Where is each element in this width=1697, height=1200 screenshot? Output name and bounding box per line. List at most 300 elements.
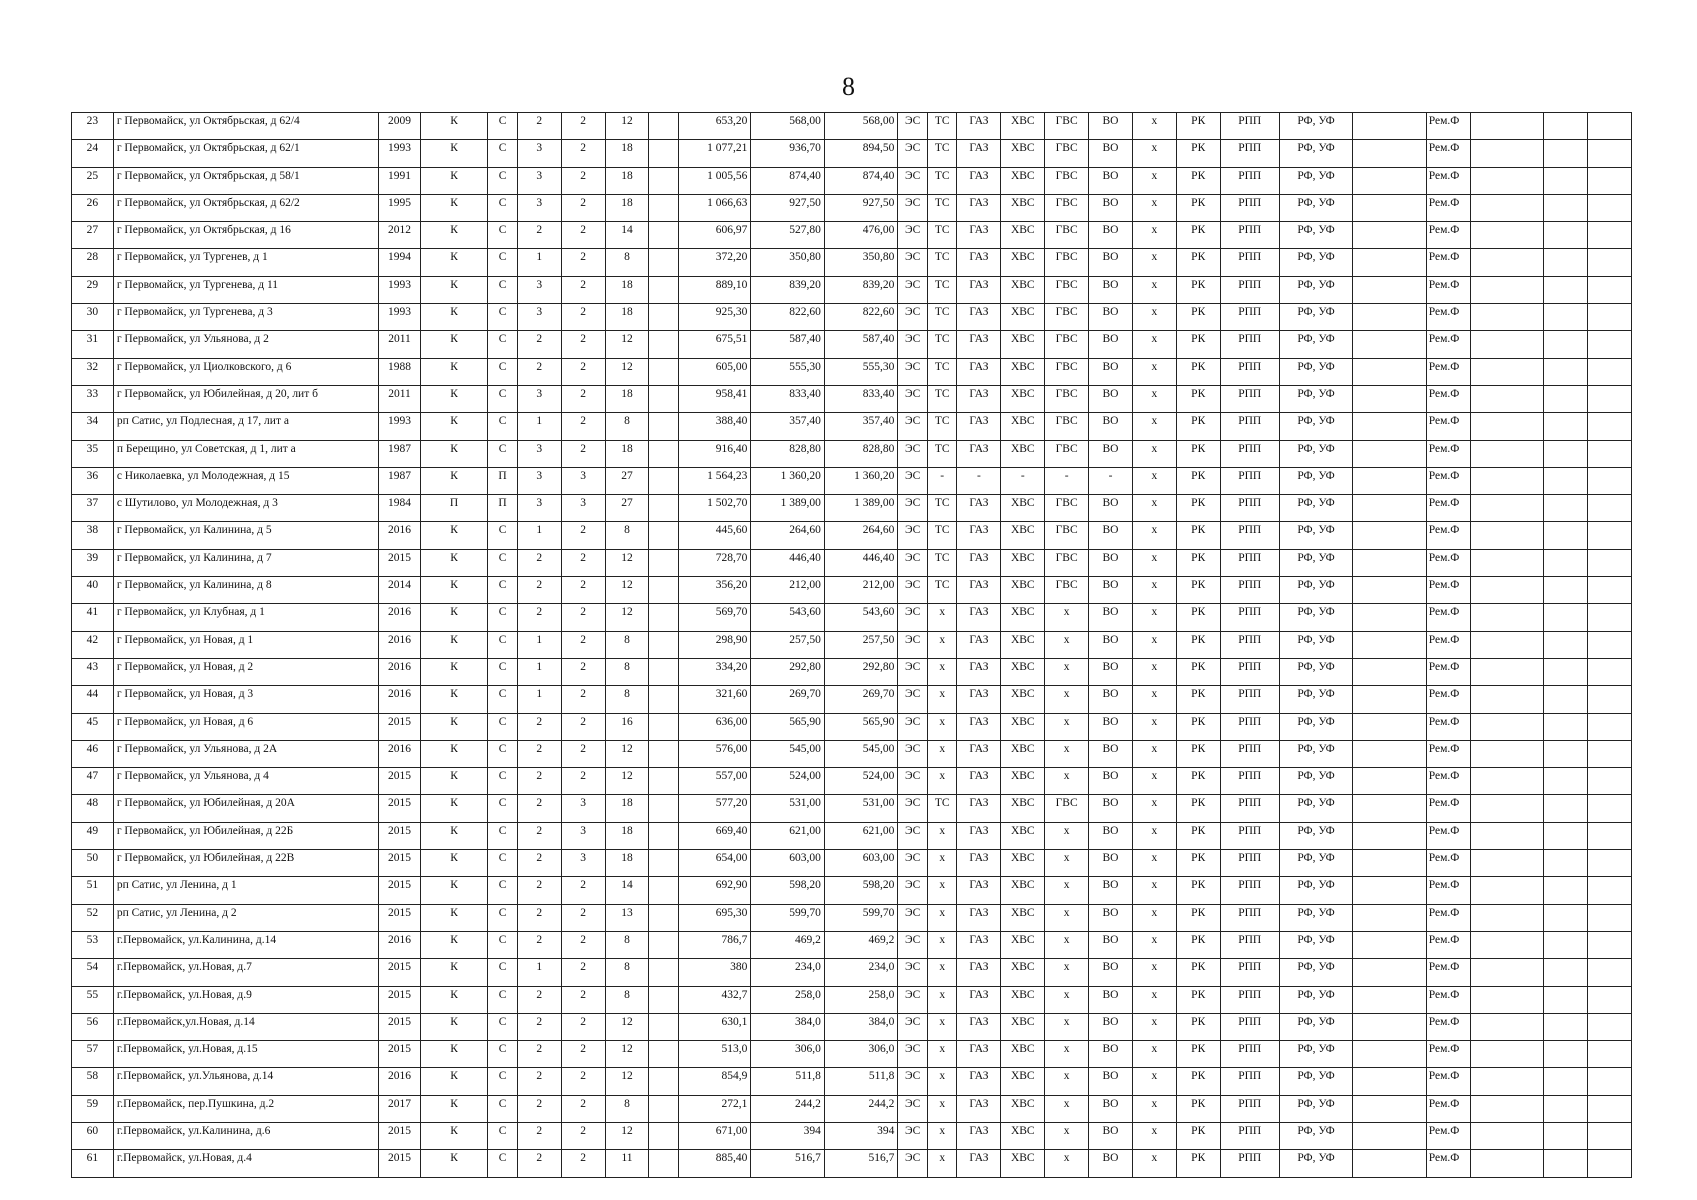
- table-cell: 8: [605, 931, 649, 958]
- table-cell: [1470, 577, 1543, 604]
- table-cell: 2: [517, 1068, 561, 1095]
- table-cell: г Первомайск, ул Новая, д 3: [113, 686, 378, 713]
- table-cell: 2: [561, 986, 605, 1013]
- table-cell: [1470, 822, 1543, 849]
- table-cell: [1470, 713, 1543, 740]
- table-cell: 384,0: [751, 1013, 824, 1040]
- table-cell: г Первомайск, ул Юбилейная, д 20А: [113, 795, 378, 822]
- table-cell: ХВС: [1001, 1150, 1045, 1177]
- table-cell: 2015: [379, 822, 421, 849]
- table-cell: [1587, 467, 1631, 494]
- table-cell: [649, 740, 679, 767]
- table-cell: ЭС: [898, 522, 928, 549]
- table-cell: РПП: [1220, 850, 1279, 877]
- table-cell: 1 502,70: [678, 495, 750, 522]
- table-cell: х: [1132, 959, 1176, 986]
- table-cell: 1 066,63: [678, 194, 750, 221]
- table-cell: С: [488, 167, 518, 194]
- table-cell: х: [1132, 768, 1176, 795]
- table-cell: [1587, 713, 1631, 740]
- table-cell: рп Сатис, ул Ленина, д 2: [113, 904, 378, 931]
- table-cell: ХВС: [1001, 577, 1045, 604]
- table-cell: 2: [561, 768, 605, 795]
- table-cell: ВО: [1089, 658, 1133, 685]
- table-cell: К: [420, 467, 487, 494]
- table-cell: Рем.Ф: [1426, 113, 1470, 140]
- table-cell: [1544, 904, 1588, 931]
- table-cell: 2: [561, 1095, 605, 1122]
- table-cell: ВО: [1089, 795, 1133, 822]
- table-cell: [649, 1122, 679, 1149]
- table-cell: [1587, 1013, 1631, 1040]
- table-cell: ЭС: [898, 631, 928, 658]
- table-cell: С: [488, 522, 518, 549]
- table-cell: С: [488, 1150, 518, 1177]
- table-cell: 2: [561, 1068, 605, 1095]
- table-cell: ХВС: [1001, 822, 1045, 849]
- table-cell: [1587, 631, 1631, 658]
- table-cell: С: [488, 1122, 518, 1149]
- table-cell: ВО: [1089, 113, 1133, 140]
- table-cell: х: [1132, 167, 1176, 194]
- table-cell: РПП: [1220, 222, 1279, 249]
- table-cell: [1544, 549, 1588, 576]
- table-cell: РФ, УФ: [1279, 276, 1352, 303]
- table-cell: 599,70: [751, 904, 824, 931]
- table-cell: 16: [605, 713, 649, 740]
- table-cell: 18: [605, 276, 649, 303]
- table-cell: 12: [605, 358, 649, 385]
- table-cell: П: [488, 495, 518, 522]
- table-cell: г.Первомайск, пер.Пушкина, д.2: [113, 1095, 378, 1122]
- table-cell: ЭС: [898, 795, 928, 822]
- table-cell: Рем.Ф: [1426, 249, 1470, 276]
- table-cell: РПП: [1220, 385, 1279, 412]
- table-cell: 936,70: [751, 140, 824, 167]
- table-cell: [1587, 304, 1631, 331]
- table-cell: [1353, 740, 1426, 767]
- table-cell: К: [420, 522, 487, 549]
- table-cell: [1587, 768, 1631, 795]
- table-cell: 45: [72, 713, 114, 740]
- table-cell: [1470, 1095, 1543, 1122]
- table-cell: ХВС: [1001, 986, 1045, 1013]
- table-cell: ХВС: [1001, 113, 1045, 140]
- table-cell: ВО: [1089, 1013, 1133, 1040]
- table-cell: -: [927, 467, 957, 494]
- table-cell: 3: [517, 276, 561, 303]
- table-cell: РПП: [1220, 686, 1279, 713]
- table-cell: РФ, УФ: [1279, 304, 1352, 331]
- table-cell: РПП: [1220, 467, 1279, 494]
- table-cell: 927,50: [751, 194, 824, 221]
- table-cell: [1353, 1068, 1426, 1095]
- table-cell: ГАЗ: [957, 140, 1001, 167]
- table-cell: [1353, 194, 1426, 221]
- table-cell: ВО: [1089, 986, 1133, 1013]
- table-cell: С: [488, 877, 518, 904]
- table-cell: С: [488, 113, 518, 140]
- table-cell: [1353, 795, 1426, 822]
- table-cell: ЭС: [898, 686, 928, 713]
- table-cell: К: [420, 1122, 487, 1149]
- table-cell: К: [420, 959, 487, 986]
- table-cell: 839,20: [751, 276, 824, 303]
- table-cell: 18: [605, 850, 649, 877]
- table-cell: 598,20: [751, 877, 824, 904]
- table-cell: ЭС: [898, 167, 928, 194]
- table-cell: 2: [561, 276, 605, 303]
- table-cell: Рем.Ф: [1426, 495, 1470, 522]
- table-cell: С: [488, 140, 518, 167]
- table-cell: [1353, 686, 1426, 713]
- table-cell: 916,40: [678, 440, 750, 467]
- table-cell: Рем.Ф: [1426, 140, 1470, 167]
- table-cell: К: [420, 850, 487, 877]
- table-cell: [1544, 631, 1588, 658]
- table-cell: 2: [561, 522, 605, 549]
- table-cell: 2: [517, 1013, 561, 1040]
- table-row: [72, 1013, 1632, 1040]
- table-cell: 2015: [379, 1041, 421, 1068]
- table-cell: ГАЗ: [957, 1068, 1001, 1095]
- table-cell: РПП: [1220, 249, 1279, 276]
- table-cell: РПП: [1220, 658, 1279, 685]
- table-cell: ХВС: [1001, 167, 1045, 194]
- table-cell: 2015: [379, 959, 421, 986]
- table-cell: 12: [605, 549, 649, 576]
- table-cell: ГАЗ: [957, 631, 1001, 658]
- table-cell: ХВС: [1001, 795, 1045, 822]
- table-cell: х: [927, 1122, 957, 1149]
- table-cell: х: [1045, 713, 1089, 740]
- table-cell: [1544, 686, 1588, 713]
- table-cell: [1470, 249, 1543, 276]
- table-cell: 3: [517, 194, 561, 221]
- table-cell: ГВС: [1045, 222, 1089, 249]
- table-cell: [1544, 658, 1588, 685]
- table-cell: 264,60: [751, 522, 824, 549]
- table-cell: Рем.Ф: [1426, 986, 1470, 1013]
- table-cell: ГВС: [1045, 140, 1089, 167]
- table-cell: РК: [1176, 304, 1220, 331]
- table-cell: 927,50: [824, 194, 897, 221]
- table-cell: ВО: [1089, 822, 1133, 849]
- table-cell: 476,00: [824, 222, 897, 249]
- table-cell: 258,0: [824, 986, 897, 1013]
- table-cell: 28: [72, 249, 114, 276]
- table-cell: 2: [561, 113, 605, 140]
- table-row: [72, 1041, 1632, 1068]
- table-cell: 257,50: [824, 631, 897, 658]
- table-cell: Рем.Ф: [1426, 877, 1470, 904]
- table-cell: [1470, 686, 1543, 713]
- table-cell: Рем.Ф: [1426, 522, 1470, 549]
- table-cell: [1353, 222, 1426, 249]
- table-cell: 2015: [379, 795, 421, 822]
- table-cell: ЭС: [898, 1068, 928, 1095]
- table-cell: 2: [517, 1150, 561, 1177]
- table-cell: [1544, 167, 1588, 194]
- table-cell: 669,40: [678, 822, 750, 849]
- table-cell: ТС: [927, 222, 957, 249]
- table-cell: ВО: [1089, 413, 1133, 440]
- table-cell: п Берещино, ул Советская, д 1, лит а: [113, 440, 378, 467]
- table-cell: 2: [561, 713, 605, 740]
- table-cell: г.Первомайск, ул.Новая, д.7: [113, 959, 378, 986]
- table-cell: РФ, УФ: [1279, 331, 1352, 358]
- table-cell: г Первомайск, ул Калинина, д 5: [113, 522, 378, 549]
- table-cell: [649, 631, 679, 658]
- table-cell: [1353, 358, 1426, 385]
- table-cell: Рем.Ф: [1426, 658, 1470, 685]
- table-cell: [649, 1013, 679, 1040]
- table-row: [72, 877, 1632, 904]
- table-cell: РК: [1176, 604, 1220, 631]
- table-cell: х: [1132, 113, 1176, 140]
- table-cell: 630,1: [678, 1013, 750, 1040]
- table-cell: [1353, 167, 1426, 194]
- table-cell: [1470, 795, 1543, 822]
- table-cell: г Первомайск, ул Октябрьская, д 16: [113, 222, 378, 249]
- table-cell: К: [420, 113, 487, 140]
- table-cell: 1 360,20: [824, 467, 897, 494]
- table-cell: ВО: [1089, 140, 1133, 167]
- table-cell: [1353, 113, 1426, 140]
- table-cell: РК: [1176, 140, 1220, 167]
- table-cell: РПП: [1220, 413, 1279, 440]
- table-cell: ЭС: [898, 850, 928, 877]
- table-cell: П: [488, 467, 518, 494]
- table-cell: [1587, 331, 1631, 358]
- table-cell: [1470, 222, 1543, 249]
- table-cell: РК: [1176, 1013, 1220, 1040]
- table-cell: х: [1045, 740, 1089, 767]
- table-cell: [649, 713, 679, 740]
- table-cell: 357,40: [751, 413, 824, 440]
- table-cell: [1353, 1041, 1426, 1068]
- table-cell: РК: [1176, 658, 1220, 685]
- table-cell: 2016: [379, 604, 421, 631]
- table-cell: Рем.Ф: [1426, 959, 1470, 986]
- table-cell: С: [488, 986, 518, 1013]
- table-cell: РК: [1176, 850, 1220, 877]
- table-row: [72, 276, 1632, 303]
- table-cell: ХВС: [1001, 631, 1045, 658]
- table-cell: х: [1132, 877, 1176, 904]
- table-row: [72, 331, 1632, 358]
- table-cell: 1 389,00: [751, 495, 824, 522]
- table-cell: 44: [72, 686, 114, 713]
- table-cell: ГВС: [1045, 249, 1089, 276]
- table-row: [72, 850, 1632, 877]
- table-cell: РПП: [1220, 522, 1279, 549]
- table-cell: ЭС: [898, 1095, 928, 1122]
- table-cell: 2: [517, 358, 561, 385]
- table-cell: Рем.Ф: [1426, 331, 1470, 358]
- table-cell: ВО: [1089, 276, 1133, 303]
- table-row: [72, 740, 1632, 767]
- table-cell: 828,80: [824, 440, 897, 467]
- table-cell: [1544, 194, 1588, 221]
- table-cell: [649, 440, 679, 467]
- table-cell: РФ, УФ: [1279, 577, 1352, 604]
- table-cell: 50: [72, 850, 114, 877]
- table-cell: 234,0: [751, 959, 824, 986]
- table-cell: 2: [517, 113, 561, 140]
- table-cell: 3: [517, 385, 561, 412]
- table-cell: 8: [605, 1095, 649, 1122]
- table-cell: [1470, 604, 1543, 631]
- table-cell: РФ, УФ: [1279, 1122, 1352, 1149]
- table-cell: 2016: [379, 658, 421, 685]
- table-cell: 3: [517, 467, 561, 494]
- table-cell: РПП: [1220, 549, 1279, 576]
- table-cell: 2: [561, 631, 605, 658]
- table-cell: РК: [1176, 768, 1220, 795]
- table-cell: РФ, УФ: [1279, 658, 1352, 685]
- table-cell: х: [1132, 222, 1176, 249]
- page-number: 8: [842, 72, 855, 101]
- table-cell: 12: [605, 1122, 649, 1149]
- table-cell: [1544, 740, 1588, 767]
- table-cell: х: [927, 713, 957, 740]
- table-cell: 1993: [379, 276, 421, 303]
- table-cell: 516,7: [824, 1150, 897, 1177]
- table-cell: 587,40: [824, 331, 897, 358]
- table-cell: ВО: [1089, 331, 1133, 358]
- table-cell: Рем.Ф: [1426, 822, 1470, 849]
- table-cell: ЭС: [898, 877, 928, 904]
- table-cell: [1470, 276, 1543, 303]
- table-cell: [1587, 222, 1631, 249]
- table-cell: 603,00: [751, 850, 824, 877]
- table-cell: РФ, УФ: [1279, 1068, 1352, 1095]
- table-cell: 599,70: [824, 904, 897, 931]
- table-cell: К: [420, 986, 487, 1013]
- table-cell: 2016: [379, 522, 421, 549]
- table-cell: [1544, 713, 1588, 740]
- table-cell: 8: [605, 658, 649, 685]
- table-cell: [649, 549, 679, 576]
- table-cell: [1587, 931, 1631, 958]
- table-row: [72, 822, 1632, 849]
- table-cell: РПП: [1220, 276, 1279, 303]
- table-cell: х: [1045, 768, 1089, 795]
- table-cell: г Первомайск, ул Тургенев, д 1: [113, 249, 378, 276]
- table-cell: [1544, 1095, 1588, 1122]
- table-cell: 292,80: [751, 658, 824, 685]
- table-cell: х: [1132, 686, 1176, 713]
- table-cell: 2: [561, 140, 605, 167]
- table-cell: [649, 413, 679, 440]
- table-cell: 3: [561, 822, 605, 849]
- table-cell: К: [420, 768, 487, 795]
- table-cell: ХВС: [1001, 904, 1045, 931]
- table-cell: [1587, 440, 1631, 467]
- table-cell: ТС: [927, 113, 957, 140]
- table-cell: С: [488, 740, 518, 767]
- table-cell: 828,80: [751, 440, 824, 467]
- table-cell: ГАЗ: [957, 931, 1001, 958]
- table-cell: 31: [72, 331, 114, 358]
- table-cell: ГАЗ: [957, 440, 1001, 467]
- table-cell: ЭС: [898, 249, 928, 276]
- table-cell: ВО: [1089, 495, 1133, 522]
- table-cell: -: [1045, 467, 1089, 494]
- table-cell: 469,2: [824, 931, 897, 958]
- table-cell: г.Первомайск, ул.Новая, д.9: [113, 986, 378, 1013]
- table-cell: 2: [517, 768, 561, 795]
- table-cell: 2: [561, 904, 605, 931]
- table-cell: 41: [72, 604, 114, 631]
- table-cell: ГВС: [1045, 577, 1089, 604]
- table-cell: [1353, 413, 1426, 440]
- table-cell: ХВС: [1001, 413, 1045, 440]
- table-cell: г Первомайск, ул Юбилейная, д 22В: [113, 850, 378, 877]
- table-cell: РФ, УФ: [1279, 1041, 1352, 1068]
- table-cell: ЭС: [898, 385, 928, 412]
- table-cell: С: [488, 795, 518, 822]
- table-cell: [1587, 358, 1631, 385]
- table-cell: Рем.Ф: [1426, 604, 1470, 631]
- table-cell: г Первомайск, ул Ульянова, д 2: [113, 331, 378, 358]
- table-cell: Рем.Ф: [1426, 467, 1470, 494]
- table-cell: ГВС: [1045, 113, 1089, 140]
- table-cell: 8: [605, 413, 649, 440]
- table-cell: 321,60: [678, 686, 750, 713]
- table-cell: [1470, 549, 1543, 576]
- table-cell: 2: [517, 822, 561, 849]
- table-cell: 18: [605, 304, 649, 331]
- table-row: [72, 577, 1632, 604]
- table-cell: ХВС: [1001, 1095, 1045, 1122]
- table-cell: ЭС: [898, 604, 928, 631]
- table-cell: [649, 140, 679, 167]
- table-cell: 2: [561, 604, 605, 631]
- table-cell: 2: [517, 222, 561, 249]
- table-cell: г Первомайск, ул Октябрьская, д 58/1: [113, 167, 378, 194]
- table-cell: РФ, УФ: [1279, 358, 1352, 385]
- table-cell: РПП: [1220, 331, 1279, 358]
- table-cell: х: [1132, 1095, 1176, 1122]
- table-cell: 2: [517, 1095, 561, 1122]
- table-cell: 543,60: [751, 604, 824, 631]
- table-cell: РФ, УФ: [1279, 959, 1352, 986]
- table-cell: 543,60: [824, 604, 897, 631]
- table-cell: -: [1089, 467, 1133, 494]
- table-cell: ХВС: [1001, 440, 1045, 467]
- table-cell: х: [1045, 631, 1089, 658]
- table-cell: [1353, 604, 1426, 631]
- table-cell: 1 564,23: [678, 467, 750, 494]
- table-cell: 1994: [379, 249, 421, 276]
- table-cell: ВО: [1089, 904, 1133, 931]
- table-cell: [1353, 495, 1426, 522]
- table-cell: [1587, 577, 1631, 604]
- table-cell: 2: [561, 385, 605, 412]
- table-cell: РПП: [1220, 1150, 1279, 1177]
- table-cell: 925,30: [678, 304, 750, 331]
- table-cell: [1544, 385, 1588, 412]
- table-cell: [1470, 194, 1543, 221]
- table-cell: 394: [751, 1122, 824, 1149]
- table-cell: ГАЗ: [957, 194, 1001, 221]
- table-cell: С: [488, 604, 518, 631]
- table-cell: РПП: [1220, 440, 1279, 467]
- table-cell: Рем.Ф: [1426, 795, 1470, 822]
- table-cell: [1470, 113, 1543, 140]
